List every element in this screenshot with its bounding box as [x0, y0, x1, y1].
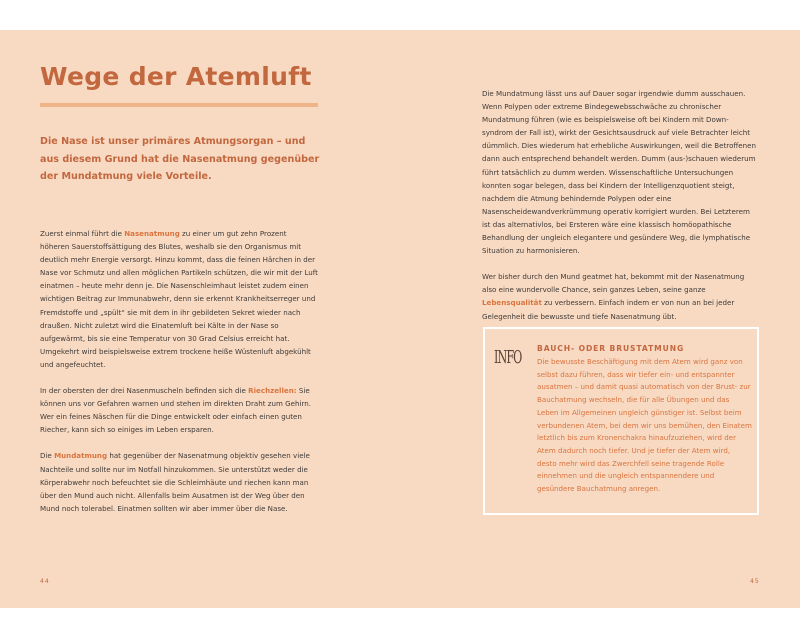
text-run: zu einer um gut zehn Prozent höheren Sauerstoffsättigung des Blutes, weshalb sie den Organismus mit deutlich mehr Energie versorgt. Hinzu kommt, dass die feinen Härchen in der Nase vor Schmutz und allen möglichen Partikeln schützen, die wir mit der Luft einatmen – heute mehr denn je. Die Nasenschleimhaut leistet zudem einen wichtigen Beitrag zur Immunabwehr, denn sie erkennt Krankheitserreger und Fremdstoffe und „spült“ sie mit dem in ihr gebildeten Sekret wieder nach draußen. Nicht zuletzt wird die Einatemluft bei Kälte in der Nase so aufgewärmt, bis sie eine Temperatur von 30 Grad Celsius erreicht hat. Umgekehrt wird beispielsweise extrem trockene heiße Wüstenluft abgekühlt und angefeuchtet. — [40, 229, 318, 369]
text-run: Zuerst einmal führt die — [40, 229, 125, 238]
text-run: Wer bisher durch den Mund geatmet hat, bekommt mit der Nasenatmung also eine wundervolle Chance, sein ganzes Leben, seine ganze — [482, 272, 745, 295]
info-text: Die bewusste Beschäftigung mit dem Atem wird ganz von selbst dazu führen, dass wir tiefer ein- und entspannter ausatmen – und damit quasi automatisch von der Brust- zur Bauchatmung wechseln, die für alle Übungen und das Leben im Allgemeinen ungleich günstiger ist. Selbst beim verbundenen Atem, bei dem wir uns bemühen, den Einatem letztlich bis zum Kronenchakra hinaufzuziehen, wird der Atem dadurch noch tiefer. Und je tiefer der Atem wird, desto mehr wird das Zwerchfell seine tragende Rolle einnehmen und die ungleich entspannendere und gesündere Bauchatmung anregen. — [537, 357, 752, 494]
text-run: Sie können uns vor Gefahren warnen und stehen im direkten Draht zum Gehirn. Wer ein feines Näschen für die Dinge entwickelt oder einfach einen guten Riecher, kann sich so einiges im Leben ersparen. — [40, 386, 312, 435]
text-run: Die — [40, 451, 55, 461]
info-box — [483, 327, 759, 515]
keyword-highlight: Lebensqualität — [482, 298, 542, 308]
paragraph — [40, 227, 318, 371]
left-body-text — [40, 227, 318, 528]
right-body-text — [482, 87, 758, 336]
page-title: Wege der Atemluft — [40, 62, 312, 91]
page-number-right: 45 — [750, 578, 760, 585]
text-run: zu verbessern. Einfach indem er von nun an bei jeder Gelegenheit die bewusste und tiefe Nasenatmung übt. — [482, 298, 735, 321]
info-badge-icon: INFO — [494, 347, 522, 368]
text-run: hat gegenüber der Nasenatmung objektiv gesehen viele Nachteile und sollte nur im Notfall hinzukommen. Sie unterstützt weder die Körperabwehr noch befeuchtet sie die Schleimhäute und riechen kann man über den Mund auch nicht. Allenfalls beim Ausatmen ist der Weg über den Mund noch tolerabel. Einatmen sollten wir aber immer über die Nase. — [40, 451, 310, 513]
lead-paragraph: Die Nase ist unser primäres Atmungsorgan – und aus diesem Grund hat die Nasenatmung gegenüber der Mundatmung viele Vorteile. — [40, 136, 320, 182]
paragraph: Die Mundatmung lässt uns auf Dauer sogar irgendwie dumm ausschauen. Wenn Polypen oder extreme Bindegewebsschwäche zu chronischer Mundatmung führen (wie es beispielsweise oft bei Kindern mit Down-syndrom der Fall ist), wirkt der Gesichtsausdruck auf viele Betrachter leicht dümmlich. Dies wiederum hat erhebliche Auswirkungen, weil die Betroffenen dann auch entsprechend behandelt werden. Dumm (aus-)schauen wiederum führt tatsächlich zu dumm werden. Wissenschaftliche Untersuchungen konnten sogar belegen, dass bei Kindern der Intelligenzquotient steigt, nachdem die Atmung behindernde Polypen oder eine Nasenscheidewandverkrümmung operativ korrigiert wurden. Bei Letzterem ist das alternativlos, bei Ersteren wäre eine klassisch homöopathische Behandlung der ungleich elegantere und gesündere Weg, die lymphatische Situation zu harmonisieren. — [482, 89, 757, 256]
paragraph — [40, 384, 318, 436]
page-number-left: 44 — [40, 578, 50, 585]
keyword-highlight: Mundatmung — [54, 451, 108, 461]
top-margin — [0, 0, 800, 30]
title-underline — [40, 103, 318, 107]
paragraph — [482, 270, 758, 322]
bottom-margin — [0, 608, 800, 640]
paragraph — [40, 449, 318, 514]
info-heading: BAUCH- ODER BRUSTATMUNG — [537, 344, 685, 353]
keyword-highlight: Riechzellen: — [248, 386, 297, 396]
text-run: In der obersten der drei Nasenmuscheln befinden sich die — [40, 386, 249, 396]
keyword-highlight: Nasenatmung — [124, 229, 180, 238]
